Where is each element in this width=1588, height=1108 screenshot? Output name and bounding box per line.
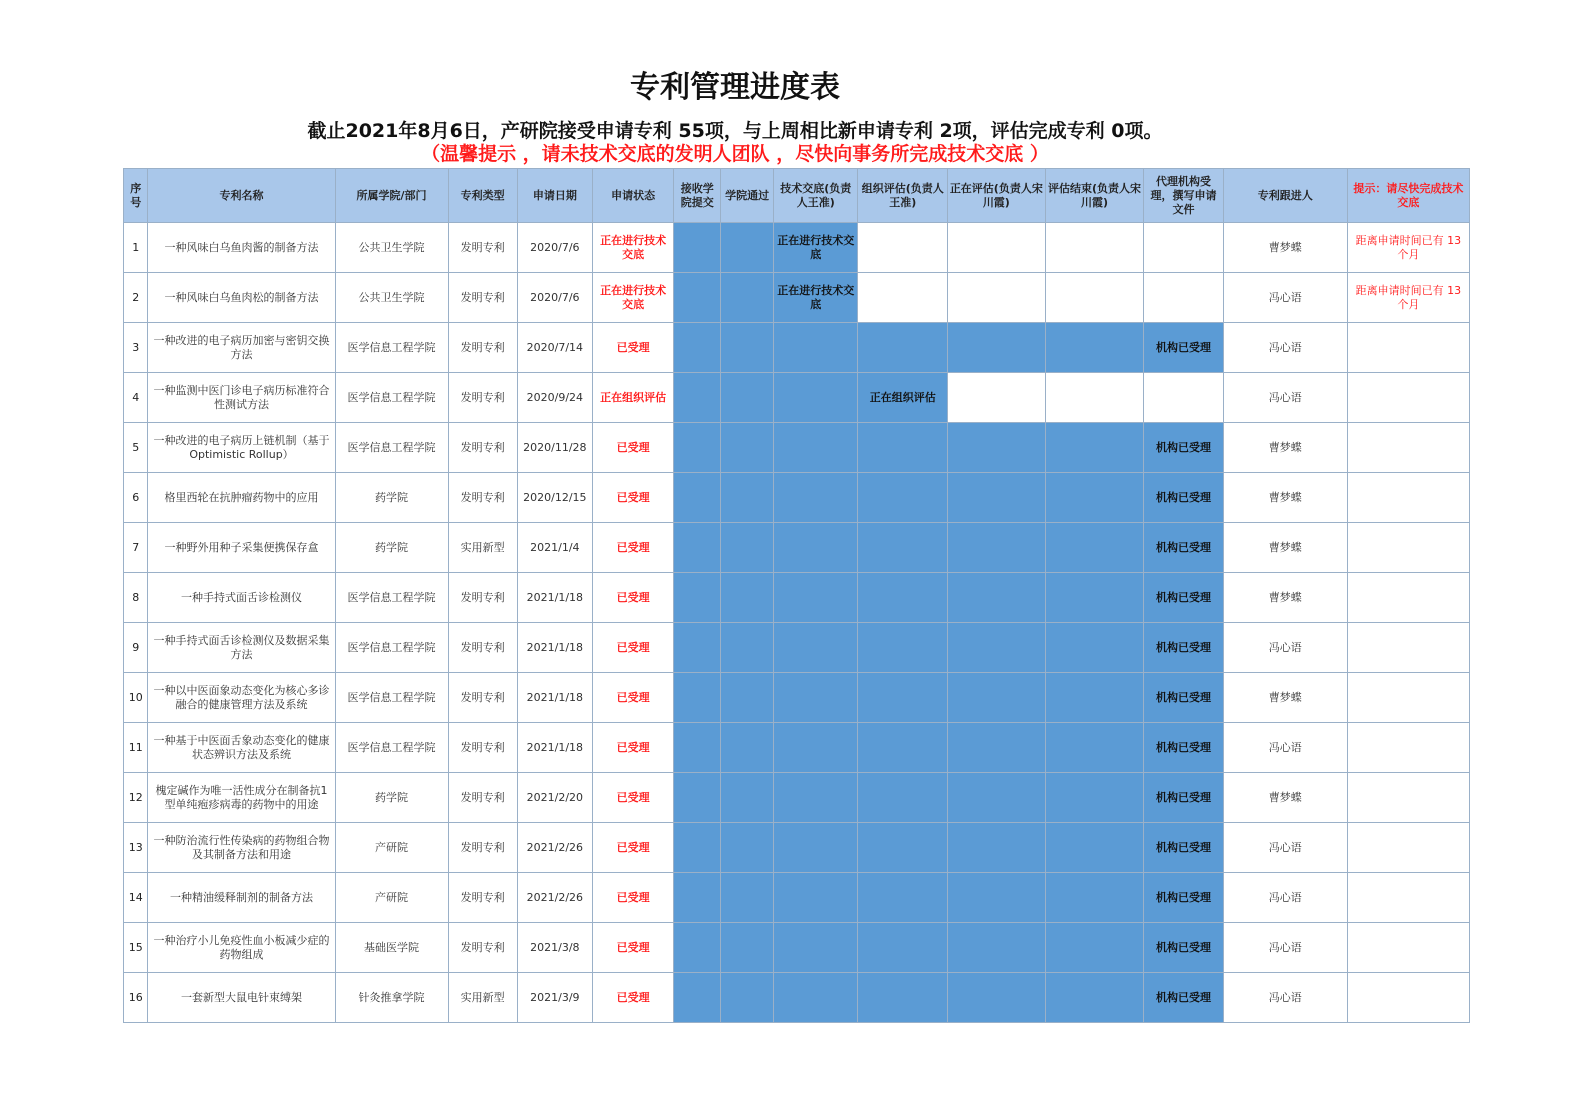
cell-stage-college-pass [721,523,774,573]
cell-date: 2021/1/18 [517,623,592,673]
cell-stage-receive [674,673,721,723]
cell-dept: 药学院 [335,773,448,823]
col-hint: 提示：请尽快完成技术交底 [1347,169,1469,223]
cell-stage-org-eval [858,323,948,373]
cell-stage-eval-done [1045,373,1144,423]
cell-stage-receive [674,373,721,423]
cell-reminder [1347,423,1469,473]
cell-stage-evaluating [948,523,1046,573]
cell-reminder [1347,973,1469,1023]
col-type: 专利类型 [448,169,517,223]
table-row [124,773,1470,823]
cell-reminder [1347,873,1469,923]
cell-type: 发明专利 [448,923,517,973]
col-disclosure: 技术交底(负责人王准) [774,169,858,223]
cell-date: 2020/12/15 [517,473,592,523]
cell-stage-receive [674,723,721,773]
col-dept: 所属学院/部门 [335,169,448,223]
cell-reminder [1347,823,1469,873]
cell-stage-agent: 机构已受理 [1144,623,1223,673]
cell-stage-disclosure [774,623,858,673]
cell-stage-evaluating [948,723,1046,773]
cell-stage-eval-done [1045,423,1144,473]
cell-status: 已受理 [592,323,673,373]
cell-status: 已受理 [592,773,673,823]
table-row [124,823,1470,873]
cell-dept: 产研院 [335,823,448,873]
col-seq: 序号 [124,169,148,223]
cell-patent-name: 一种改进的电子病历上链机制（基于Optimistic Rollup） [148,423,335,473]
cell-stage-evaluating [948,973,1046,1023]
cell-dept: 针灸推拿学院 [335,973,448,1023]
cell-status: 已受理 [592,573,673,623]
cell-date: 2020/11/28 [517,423,592,473]
cell-date: 2021/2/26 [517,823,592,873]
cell-status: 已受理 [592,973,673,1023]
cell-stage-agent [1144,373,1223,423]
cell-follower: 冯心语 [1223,873,1347,923]
cell-stage-agent: 机构已受理 [1144,473,1223,523]
cell-reminder [1347,773,1469,823]
cell-type: 发明专利 [448,573,517,623]
cell-stage-disclosure [774,773,858,823]
cell-patent-name: 一种风味白乌鱼肉松的制备方法 [148,273,335,323]
cell-date: 2021/2/26 [517,873,592,923]
cell-stage-disclosure [774,523,858,573]
cell-stage-org-eval [858,673,948,723]
cell-stage-eval-done [1045,623,1144,673]
cell-stage-org-eval: 正在组织评估 [858,373,948,423]
cell-patent-name: 一种风味白乌鱼肉酱的制备方法 [148,223,335,273]
col-follower: 专利跟进人 [1223,169,1347,223]
cell-stage-disclosure [774,473,858,523]
cell-follower: 冯心语 [1223,823,1347,873]
cell-stage-org-eval [858,423,948,473]
cell-type: 发明专利 [448,273,517,323]
cell-stage-disclosure [774,373,858,423]
table-row [124,523,1470,573]
table-row [124,423,1470,473]
cell-stage-agent: 机构已受理 [1144,923,1223,973]
cell-stage-receive [674,573,721,623]
cell-stage-receive [674,973,721,1023]
cell-stage-disclosure [774,423,858,473]
cell-stage-receive [674,473,721,523]
cell-stage-college-pass [721,773,774,823]
cell-dept: 医学信息工程学院 [335,673,448,723]
cell-follower: 曹梦蝶 [1223,223,1347,273]
table-row [124,723,1470,773]
cell-stage-disclosure [774,323,858,373]
cell-stage-college-pass [721,373,774,423]
cell-date: 2020/7/6 [517,273,592,323]
cell-reminder [1347,573,1469,623]
cell-stage-college-pass [721,573,774,623]
cell-stage-org-eval [858,873,948,923]
cell-patent-name: 一种以中医面象动态变化为核心多诊融合的健康管理方法及系统 [148,673,335,723]
cell-patent-name: 一种基于中医面舌象动态变化的健康状态辨识方法及系统 [148,723,335,773]
table-row [124,223,1470,273]
cell-dept: 公共卫生学院 [335,223,448,273]
cell-follower: 冯心语 [1223,623,1347,673]
cell-seq: 11 [124,723,148,773]
cell-stage-agent: 机构已受理 [1144,423,1223,473]
cell-stage-evaluating [948,573,1046,623]
cell-stage-evaluating [948,473,1046,523]
cell-reminder [1347,323,1469,373]
cell-stage-agent: 机构已受理 [1144,973,1223,1023]
cell-stage-eval-done [1045,773,1144,823]
cell-reminder [1347,723,1469,773]
cell-status: 已受理 [592,823,673,873]
cell-stage-college-pass [721,673,774,723]
cell-stage-evaluating [948,323,1046,373]
col-date: 申请日期 [517,169,592,223]
cell-stage-college-pass [721,273,774,323]
cell-stage-college-pass [721,723,774,773]
cell-seq: 2 [124,273,148,323]
cell-date: 2021/1/18 [517,673,592,723]
cell-type: 发明专利 [448,473,517,523]
cell-follower: 曹梦蝶 [1223,573,1347,623]
cell-seq: 6 [124,473,148,523]
cell-patent-name: 一种改进的电子病历加密与密钥交换方法 [148,323,335,373]
cell-stage-evaluating [948,423,1046,473]
cell-stage-eval-done [1045,673,1144,723]
cell-stage-org-eval [858,773,948,823]
col-eval-done: 评估结束(负责人宋川霞) [1045,169,1144,223]
table-row [124,273,1470,323]
col-agent: 代理机构受理，撰写申请文件 [1144,169,1223,223]
cell-date: 2020/9/24 [517,373,592,423]
cell-stage-disclosure [774,973,858,1023]
cell-stage-org-eval [858,723,948,773]
cell-status: 已受理 [592,473,673,523]
cell-status: 已受理 [592,523,673,573]
cell-stage-college-pass [721,473,774,523]
cell-stage-eval-done [1045,573,1144,623]
table-row [124,573,1470,623]
cell-stage-eval-done [1045,323,1144,373]
table-row [124,623,1470,673]
patent-progress-table [123,168,1470,1023]
col-evaluating: 正在评估(负责人宋川霞) [948,169,1046,223]
cell-stage-college-pass [721,223,774,273]
cell-stage-college-pass [721,623,774,673]
cell-follower: 冯心语 [1223,723,1347,773]
cell-stage-agent: 机构已受理 [1144,773,1223,823]
cell-stage-receive [674,773,721,823]
cell-stage-college-pass [721,423,774,473]
cell-stage-disclosure [774,923,858,973]
cell-stage-agent: 机构已受理 [1144,523,1223,573]
cell-stage-org-eval [858,473,948,523]
cell-patent-name: 一种防治流行性传染病的药物组合物及其制备方法和用途 [148,823,335,873]
cell-stage-disclosure [774,723,858,773]
cell-stage-org-eval [858,923,948,973]
cell-reminder [1347,473,1469,523]
cell-stage-college-pass [721,323,774,373]
cell-date: 2021/3/9 [517,973,592,1023]
cell-reminder [1347,623,1469,673]
cell-type: 发明专利 [448,373,517,423]
cell-stage-receive [674,323,721,373]
cell-stage-eval-done [1045,823,1144,873]
cell-dept: 公共卫生学院 [335,273,448,323]
cell-patent-name: 一种监测中医门诊电子病历标准符合性测试方法 [148,373,335,423]
col-org-eval: 组织评估(负责人王准) [858,169,948,223]
cell-follower: 冯心语 [1223,373,1347,423]
col-name: 专利名称 [148,169,335,223]
cell-type: 发明专利 [448,823,517,873]
cell-seq: 8 [124,573,148,623]
cell-status: 已受理 [592,423,673,473]
cell-seq: 13 [124,823,148,873]
cell-follower: 曹梦蝶 [1223,773,1347,823]
cell-patent-name: 一种手持式面舌诊检测仪及数据采集方法 [148,623,335,673]
cell-stage-agent: 机构已受理 [1144,723,1223,773]
cell-reminder [1347,923,1469,973]
cell-seq: 12 [124,773,148,823]
cell-type: 实用新型 [448,523,517,573]
cell-dept: 医学信息工程学院 [335,423,448,473]
cell-date: 2021/2/20 [517,773,592,823]
cell-stage-evaluating [948,273,1046,323]
cell-dept: 医学信息工程学院 [335,723,448,773]
cell-type: 发明专利 [448,773,517,823]
cell-seq: 1 [124,223,148,273]
cell-type: 发明专利 [448,223,517,273]
cell-follower: 曹梦蝶 [1223,673,1347,723]
cell-type: 发明专利 [448,673,517,723]
cell-date: 2021/1/18 [517,573,592,623]
cell-patent-name: 一套新型大鼠电针束缚架 [148,973,335,1023]
cell-patent-name: 一种精油缓释制剂的制备方法 [148,873,335,923]
table-row [124,323,1470,373]
cell-stage-agent [1144,223,1223,273]
cell-dept: 医学信息工程学院 [335,573,448,623]
cell-stage-evaluating [948,673,1046,723]
cell-date: 2021/3/8 [517,923,592,973]
cell-stage-receive [674,923,721,973]
cell-stage-disclosure [774,873,858,923]
cell-stage-org-eval [858,823,948,873]
cell-stage-disclosure [774,673,858,723]
cell-stage-receive [674,423,721,473]
cell-reminder [1347,673,1469,723]
cell-seq: 15 [124,923,148,973]
table-row [124,673,1470,723]
col-college-pass: 学院通过 [721,169,774,223]
cell-stage-org-eval [858,273,948,323]
cell-stage-evaluating [948,373,1046,423]
cell-follower: 曹梦蝶 [1223,523,1347,573]
cell-stage-eval-done [1045,873,1144,923]
cell-seq: 5 [124,423,148,473]
cell-reminder [1347,373,1469,423]
cell-stage-receive [674,223,721,273]
cell-seq: 10 [124,673,148,723]
cell-status: 正在进行技术交底 [592,273,673,323]
table-header-row [124,169,1470,223]
cell-stage-college-pass [721,923,774,973]
cell-stage-evaluating [948,223,1046,273]
cell-stage-org-eval [858,973,948,1023]
cell-dept: 医学信息工程学院 [335,623,448,673]
cell-date: 2021/1/4 [517,523,592,573]
cell-dept: 产研院 [335,873,448,923]
cell-patent-name: 一种治疗小儿免疫性血小板减少症的药物组成 [148,923,335,973]
cell-seq: 3 [124,323,148,373]
table-row [124,973,1470,1023]
cell-stage-receive [674,873,721,923]
cell-follower: 曹梦蝶 [1223,473,1347,523]
cell-status: 已受理 [592,673,673,723]
cell-stage-org-eval [858,523,948,573]
cell-stage-receive [674,823,721,873]
cell-stage-evaluating [948,623,1046,673]
cell-dept: 基础医学院 [335,923,448,973]
cell-stage-evaluating [948,923,1046,973]
cell-stage-evaluating [948,773,1046,823]
cell-stage-eval-done [1045,273,1144,323]
summary-line: 截止2021年8月6日，产研院接受申请专利 55项，与上周相比新申请专利 2项，评估完成专利 0项。 [307,120,1163,142]
cell-date: 2021/1/18 [517,723,592,773]
cell-seq: 9 [124,623,148,673]
cell-patent-name: 一种手持式面舌诊检测仪 [148,573,335,623]
cell-patent-name: 一种野外用种子采集便携保存盒 [148,523,335,573]
cell-stage-receive [674,623,721,673]
cell-dept: 医学信息工程学院 [335,323,448,373]
cell-stage-college-pass [721,823,774,873]
cell-stage-org-eval [858,623,948,673]
cell-stage-disclosure [774,823,858,873]
cell-stage-eval-done [1045,223,1144,273]
cell-reminder: 距离申请时间已有 13个月 [1347,273,1469,323]
cell-seq: 4 [124,373,148,423]
cell-stage-agent: 机构已受理 [1144,873,1223,923]
cell-date: 2020/7/6 [517,223,592,273]
col-receive: 接收学院提交 [674,169,721,223]
cell-stage-college-pass [721,973,774,1023]
cell-status: 已受理 [592,723,673,773]
cell-seq: 14 [124,873,148,923]
cell-stage-receive [674,523,721,573]
cell-stage-org-eval [858,223,948,273]
cell-stage-receive [674,273,721,323]
cell-stage-evaluating [948,873,1046,923]
cell-reminder [1347,523,1469,573]
cell-dept: 药学院 [335,523,448,573]
cell-stage-disclosure [774,573,858,623]
cell-type: 发明专利 [448,873,517,923]
cell-stage-org-eval [858,573,948,623]
cell-follower: 冯心语 [1223,923,1347,973]
cell-follower: 冯心语 [1223,323,1347,373]
cell-date: 2020/7/14 [517,323,592,373]
cell-stage-college-pass [721,873,774,923]
cell-type: 发明专利 [448,623,517,673]
cell-dept: 药学院 [335,473,448,523]
reminder-tip: （温馨提示 ，请未技术交底的发明人团队 ，尽快向事务所完成技术交底 ） [421,143,1049,165]
cell-follower: 冯心语 [1223,273,1347,323]
cell-status: 正在进行技术交底 [592,223,673,273]
cell-stage-agent: 机构已受理 [1144,323,1223,373]
cell-follower: 冯心语 [1223,973,1347,1023]
cell-follower: 曹梦蝶 [1223,423,1347,473]
cell-status: 已受理 [592,873,673,923]
cell-stage-disclosure: 正在进行技术交底 [774,273,858,323]
cell-stage-agent [1144,273,1223,323]
table-row [124,873,1470,923]
cell-type: 实用新型 [448,973,517,1023]
cell-stage-eval-done [1045,973,1144,1023]
cell-stage-eval-done [1045,473,1144,523]
cell-patent-name: 格里西轮在抗肿瘤药物中的应用 [148,473,335,523]
cell-seq: 16 [124,973,148,1023]
cell-stage-agent: 机构已受理 [1144,673,1223,723]
table-row [124,473,1470,523]
cell-type: 发明专利 [448,723,517,773]
cell-status: 正在组织评估 [592,373,673,423]
cell-reminder: 距离申请时间已有 13个月 [1347,223,1469,273]
cell-dept: 医学信息工程学院 [335,373,448,423]
cell-stage-disclosure: 正在进行技术交底 [774,223,858,273]
col-status: 申请状态 [592,169,673,223]
cell-type: 发明专利 [448,423,517,473]
cell-type: 发明专利 [448,323,517,373]
cell-stage-agent: 机构已受理 [1144,573,1223,623]
cell-seq: 7 [124,523,148,573]
cell-stage-eval-done [1045,523,1144,573]
cell-status: 已受理 [592,923,673,973]
cell-stage-eval-done [1045,723,1144,773]
table-row [124,923,1470,973]
cell-stage-eval-done [1045,923,1144,973]
cell-patent-name: 槐定碱作为唯一活性成分在制备抗1型单纯疱疹病毒的药物中的用途 [148,773,335,823]
cell-stage-agent: 机构已受理 [1144,823,1223,873]
cell-stage-evaluating [948,823,1046,873]
cell-status: 已受理 [592,623,673,673]
page-title: 专利管理进度表 [630,70,840,105]
table-row [124,373,1470,423]
